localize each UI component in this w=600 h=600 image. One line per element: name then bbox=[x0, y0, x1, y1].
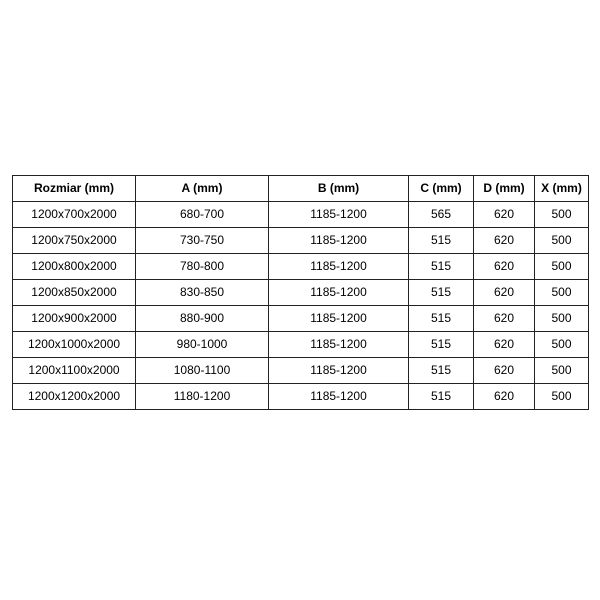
table-header-row bbox=[13, 176, 589, 202]
cell-b: 1185-1200 bbox=[269, 280, 409, 306]
header-x: X (mm) bbox=[535, 176, 589, 202]
cell-a: 680-700 bbox=[136, 202, 269, 228]
cell-d: 620 bbox=[474, 254, 535, 280]
table-row bbox=[13, 384, 589, 410]
cell-a: 880-900 bbox=[136, 306, 269, 332]
cell-b: 1185-1200 bbox=[269, 358, 409, 384]
cell-x: 500 bbox=[535, 384, 589, 410]
cell-d: 620 bbox=[474, 306, 535, 332]
cell-x: 500 bbox=[535, 358, 589, 384]
cell-b: 1185-1200 bbox=[269, 332, 409, 358]
cell-rozmiar: 1200x1200x2000 bbox=[13, 384, 136, 410]
cell-a: 1180-1200 bbox=[136, 384, 269, 410]
cell-rozmiar: 1200x1000x2000 bbox=[13, 332, 136, 358]
cell-d: 620 bbox=[474, 332, 535, 358]
header-b: B (mm) bbox=[269, 176, 409, 202]
cell-rozmiar: 1200x700x2000 bbox=[13, 202, 136, 228]
cell-c: 515 bbox=[409, 280, 474, 306]
cell-c: 515 bbox=[409, 254, 474, 280]
cell-rozmiar: 1200x900x2000 bbox=[13, 306, 136, 332]
cell-c: 515 bbox=[409, 358, 474, 384]
cell-a: 980-1000 bbox=[136, 332, 269, 358]
cell-x: 500 bbox=[535, 202, 589, 228]
table-row bbox=[13, 202, 589, 228]
table-row bbox=[13, 332, 589, 358]
table-row bbox=[13, 280, 589, 306]
cell-x: 500 bbox=[535, 306, 589, 332]
cell-rozmiar: 1200x750x2000 bbox=[13, 228, 136, 254]
cell-x: 500 bbox=[535, 228, 589, 254]
cell-rozmiar: 1200x850x2000 bbox=[13, 280, 136, 306]
table-row bbox=[13, 306, 589, 332]
cell-d: 620 bbox=[474, 228, 535, 254]
cell-a: 730-750 bbox=[136, 228, 269, 254]
cell-rozmiar: 1200x1100x2000 bbox=[13, 358, 136, 384]
dimensions-table-container bbox=[12, 175, 588, 410]
cell-c: 515 bbox=[409, 332, 474, 358]
cell-c: 515 bbox=[409, 306, 474, 332]
cell-d: 620 bbox=[474, 202, 535, 228]
table-row bbox=[13, 358, 589, 384]
dimensions-table bbox=[12, 175, 589, 410]
cell-b: 1185-1200 bbox=[269, 306, 409, 332]
cell-d: 620 bbox=[474, 358, 535, 384]
cell-c: 515 bbox=[409, 384, 474, 410]
cell-x: 500 bbox=[535, 254, 589, 280]
table-row bbox=[13, 228, 589, 254]
cell-a: 830-850 bbox=[136, 280, 269, 306]
header-d: D (mm) bbox=[474, 176, 535, 202]
cell-b: 1185-1200 bbox=[269, 228, 409, 254]
cell-d: 620 bbox=[474, 280, 535, 306]
cell-a: 1080-1100 bbox=[136, 358, 269, 384]
cell-a: 780-800 bbox=[136, 254, 269, 280]
cell-d: 620 bbox=[474, 384, 535, 410]
cell-x: 500 bbox=[535, 280, 589, 306]
cell-b: 1185-1200 bbox=[269, 384, 409, 410]
cell-x: 500 bbox=[535, 332, 589, 358]
header-rozmiar: Rozmiar (mm) bbox=[13, 176, 136, 202]
cell-rozmiar: 1200x800x2000 bbox=[13, 254, 136, 280]
cell-b: 1185-1200 bbox=[269, 202, 409, 228]
table-row bbox=[13, 254, 589, 280]
header-c: C (mm) bbox=[409, 176, 474, 202]
cell-c: 515 bbox=[409, 228, 474, 254]
cell-c: 565 bbox=[409, 202, 474, 228]
cell-b: 1185-1200 bbox=[269, 254, 409, 280]
header-a: A (mm) bbox=[136, 176, 269, 202]
